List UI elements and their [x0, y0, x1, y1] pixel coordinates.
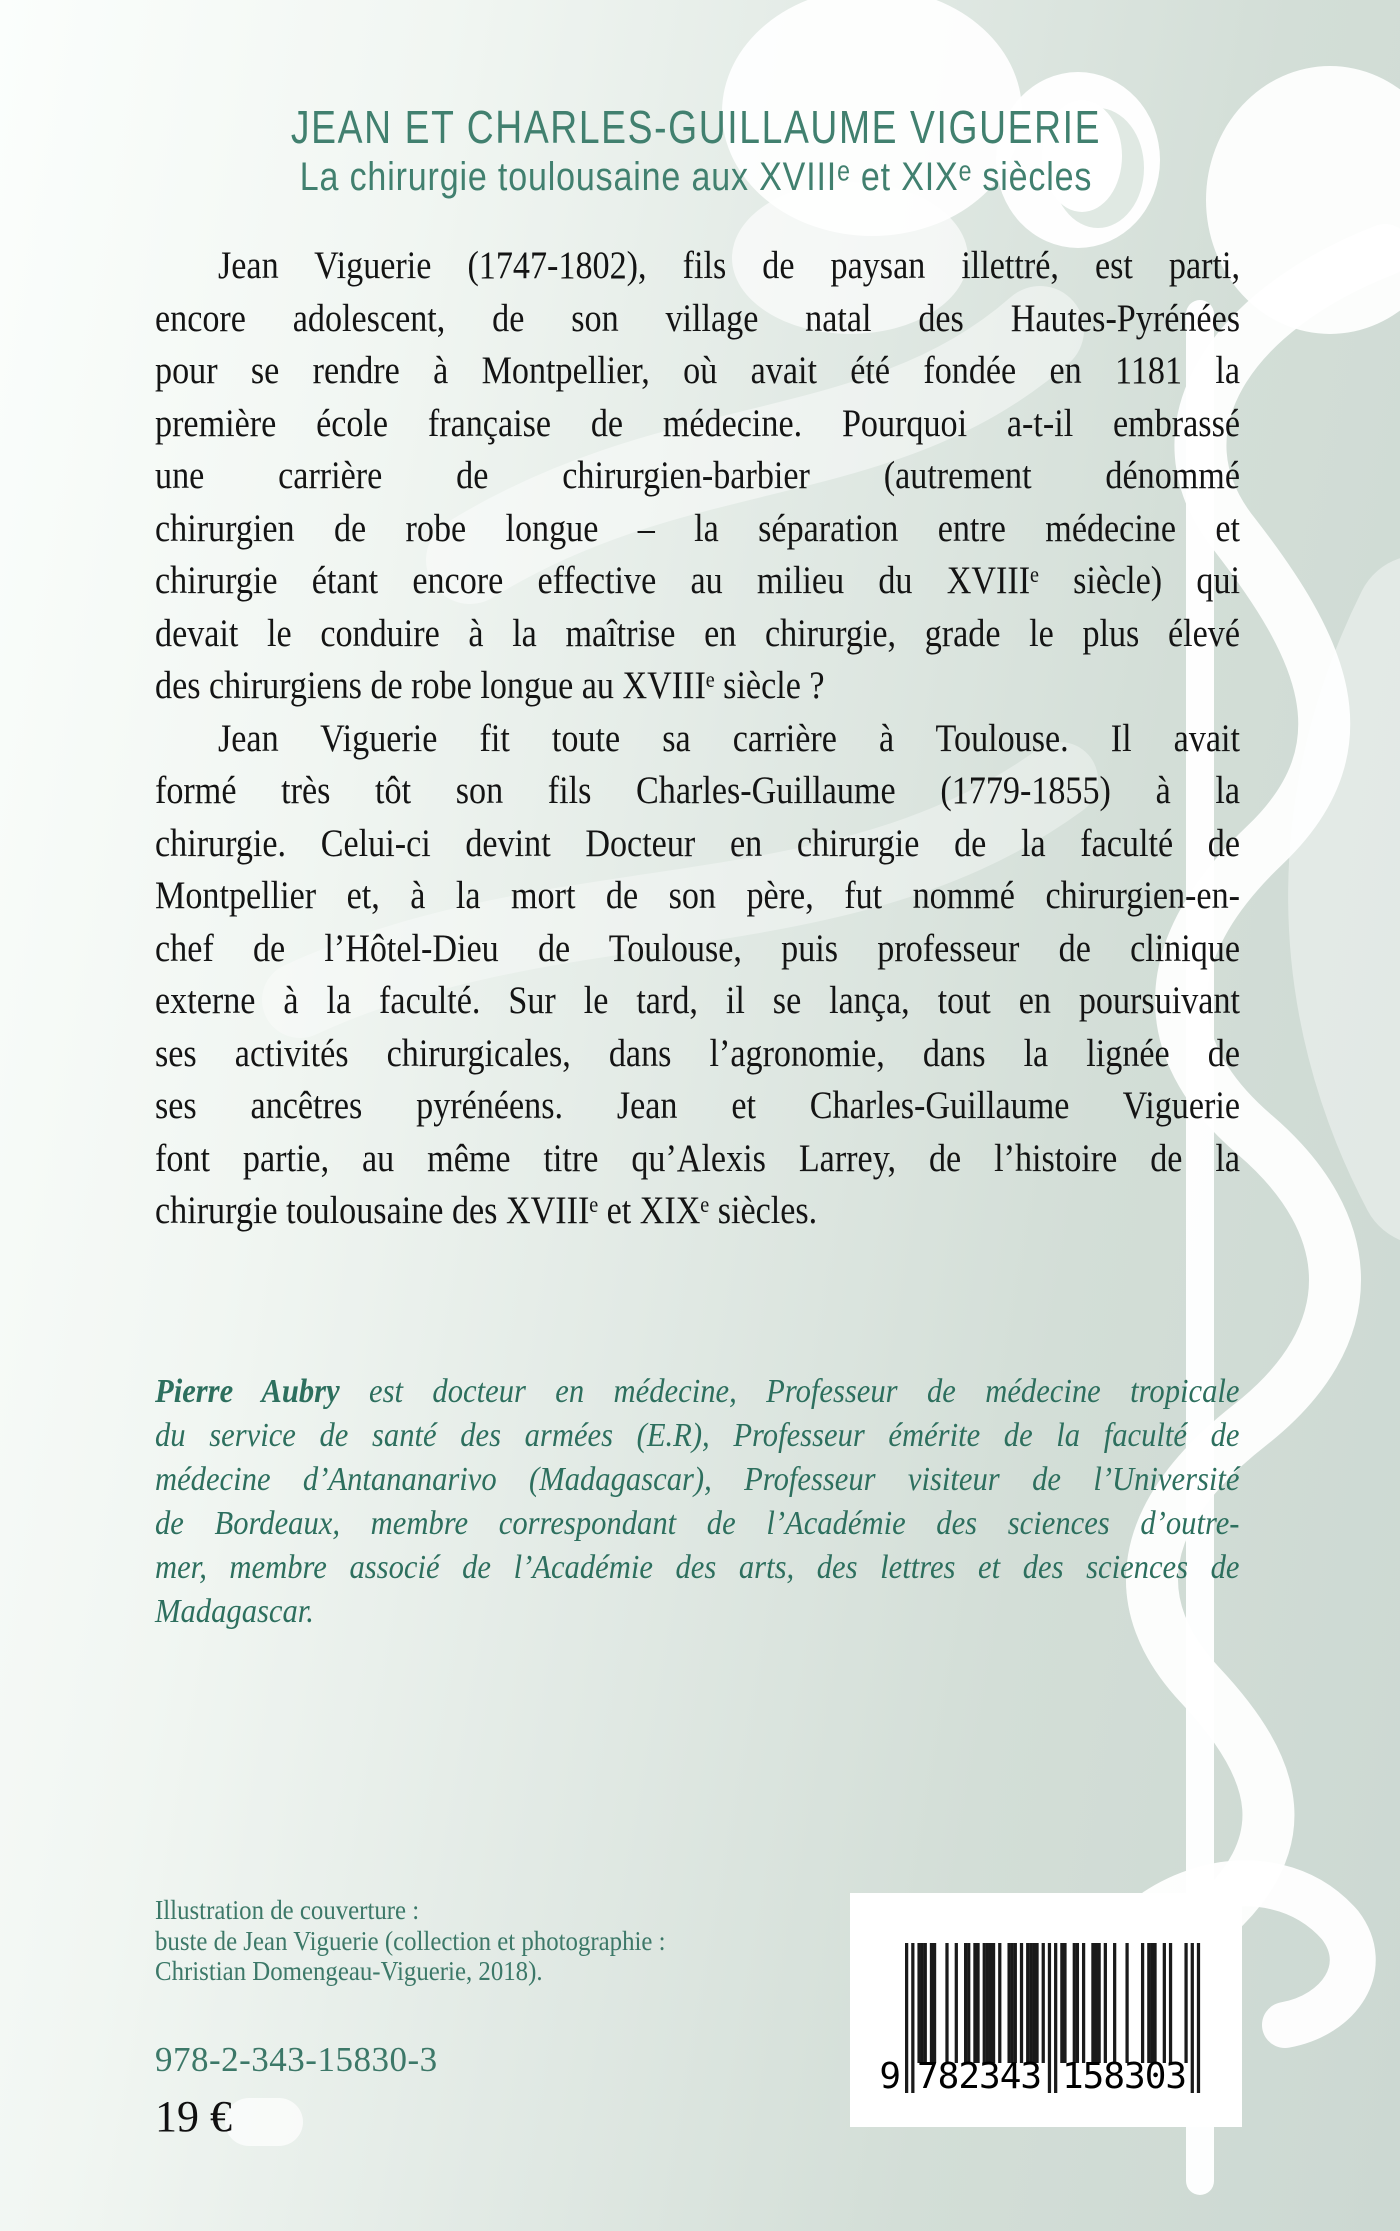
watermark-blob	[225, 2098, 303, 2146]
synopsis-line: Jean Viguerie fit toute sa carrière à Toulouse. Il avait	[218, 716, 1240, 760]
barcode-bar	[945, 1943, 948, 2063]
barcode-bar	[1197, 1943, 1200, 2093]
barcode-bar	[1035, 1943, 1038, 2063]
barcode-bar	[1113, 1943, 1116, 2063]
barcode-digit-group: 9	[879, 2056, 900, 2097]
barcode-bar	[1082, 1943, 1085, 2063]
barcode-bar	[1007, 1943, 1010, 2063]
barcode-bar	[1076, 1943, 1079, 2063]
barcode-bar	[1147, 1943, 1150, 2063]
barcode-bar	[1026, 1943, 1029, 2063]
barcode-bar	[1141, 1943, 1144, 2063]
synopsis-line: première école française de médecine. Pourquoi a-t-il embrassé	[155, 401, 1240, 445]
isbn-number: 978-2-343-15830-3	[155, 2040, 438, 2079]
barcode-bar	[1094, 1943, 1097, 2063]
barcode-bar	[1163, 1943, 1166, 2063]
synopsis-line: ses activités chirurgicales, dans l’agronomie, dans la lignée de	[155, 1031, 1240, 1075]
barcode-bar	[989, 1943, 992, 2063]
barcode-bar	[992, 1943, 995, 2063]
barcode-bar	[973, 1943, 976, 2063]
synopsis-line: font partie, au même titre qu’Alexis Larrey, de l’histoire de la	[155, 1136, 1240, 1180]
barcode-bar	[1191, 1943, 1194, 2093]
bio-line: médecine d’Antananarivo (Madagascar), Professeur visiteur de l’Université	[155, 1461, 1240, 1498]
barcode-bar	[976, 1943, 979, 2063]
barcode-bar	[1073, 1943, 1076, 2063]
author-bio	[155, 1370, 1240, 1634]
credit-line: Christian Domengeau-Viguerie, 2018).	[155, 1956, 543, 1986]
bio-line: du service de santé des armées (E.R), Professeur émérite de la faculté de	[155, 1417, 1240, 1454]
synopsis-line: une carrière de chirurgien-barbier (autrement dénommé	[155, 454, 1240, 497]
synopsis-line: encore adolescent, de son village natal des Hautes-Pyrénées	[155, 296, 1240, 340]
barcode-bar	[924, 1943, 927, 2063]
barcode-bar	[1153, 1943, 1156, 2063]
synopsis-line: chirurgie toulousaine des XVIIIᵉ et XIXᵉ siècles.	[155, 1189, 818, 1232]
synopsis-line: formé très tôt son fils Charles-Guillaume (1779-1855) à la	[155, 769, 1240, 812]
barcode-bar	[964, 1943, 967, 2063]
synopsis-line: externe à la faculté. Sur le tard, il se lança, tout en poursuivant	[155, 979, 1240, 1022]
barcode-bar	[905, 1943, 908, 2093]
barcode-bar	[1104, 1943, 1107, 2063]
synopsis-line: chirurgie. Celui-ci devint Docteur en chirurgie de la faculté de	[155, 821, 1240, 865]
bio-line: mer, membre associé de l’Académie des arts, des lettres et des sciences de	[155, 1549, 1240, 1586]
synopsis-line: des chirurgiens de robe longue au XVIIIᵉ siècle ?	[155, 664, 825, 707]
bio-line: Madagascar.	[155, 1593, 314, 1630]
barcode-bar	[921, 1943, 924, 2063]
barcode-bar	[1014, 1943, 1017, 2063]
synopsis-line: Jean Viguerie (1747-1802), fils de paysan illettré, est parti,	[218, 244, 1240, 287]
barcode-bar	[1150, 1943, 1153, 2063]
barcode-bar	[933, 1943, 936, 2063]
synopsis-line: Montpellier et, à la mort de son père, fut nommé chirurgien-en-	[155, 874, 1240, 917]
synopsis-line: chef de l’Hôtel-Dieu de Toulouse, puis professeur de clinique	[155, 926, 1240, 970]
barcode-bar	[1048, 1943, 1051, 2093]
barcode-bar	[1125, 1943, 1128, 2063]
cover-illustration-credit	[155, 1895, 854, 1987]
synopsis-line: chirurgien de robe longue – la séparation entre médecine et	[155, 506, 1240, 550]
author-name: Pierre Aubry	[155, 1373, 340, 1410]
price: 19 €	[155, 2092, 232, 2141]
barcode-bar	[1054, 1943, 1057, 2093]
barcode-bar	[1029, 1943, 1032, 2063]
barcode-bar	[1032, 1943, 1035, 2063]
book-subtitle: La chirurgie toulousaine aux XVIIIᵉ et XIXᵉ siècles	[299, 155, 1093, 199]
barcode-bar	[911, 1943, 914, 2093]
barcode-bar	[1011, 1943, 1014, 2063]
synopsis-line: ses ancêtres pyrénéens. Jean et Charles-Guillaume Viguerie	[155, 1084, 1240, 1127]
barcode-bar	[1184, 1943, 1187, 2063]
barcode-bar	[1091, 1943, 1094, 2063]
barcode-bar	[1169, 1943, 1172, 2063]
credit-line: buste de Jean Viguerie (collection et photographie :	[155, 1925, 666, 1956]
barcode-bar	[955, 1943, 958, 2063]
barcode-bar	[998, 1943, 1001, 2063]
barcode-bar	[917, 1943, 920, 2063]
barcode-bar	[986, 1943, 989, 2063]
barcode-bar	[1060, 1943, 1063, 2063]
barcode-bar	[1098, 1943, 1101, 2063]
barcode-bar	[930, 1943, 933, 2063]
barcode-digit-group: 158303	[1062, 2056, 1187, 2097]
synopsis-line: chirurgie étant encore effective au milieu du XVIIIᵉ siècle) qui	[155, 559, 1240, 602]
barcode-bar	[967, 1943, 970, 2063]
synopsis-line: devait le conduire à la maîtrise en chirurgie, grade le plus élevé	[155, 611, 1240, 655]
book-title: JEAN ET CHARLES-GUILLAUME VIGUERIE	[290, 101, 1102, 153]
synopsis-text	[155, 240, 1240, 1238]
bio-line: de Bordeaux, membre correspondant de l’Académie des sciences d’outre-	[155, 1505, 1240, 1542]
barcode-bar	[1042, 1943, 1045, 2063]
watermark-ribbon	[1353, 620, 1400, 1180]
barcode-digit-group: 782343	[917, 2056, 1042, 2097]
barcode	[850, 1893, 1242, 2127]
credit-line: Illustration de couverture :	[155, 1895, 420, 1925]
barcode-bar	[1063, 1943, 1066, 2063]
bio-line: Pierre Aubry est docteur en médecine, Professeur de médecine tropicale	[155, 1373, 1240, 1410]
barcode-bar	[1020, 1943, 1023, 2063]
barcode-bar	[983, 1943, 986, 2063]
synopsis-line: pour se rendre à Montpellier, où avait été fondée en 1181 la	[155, 349, 1240, 392]
